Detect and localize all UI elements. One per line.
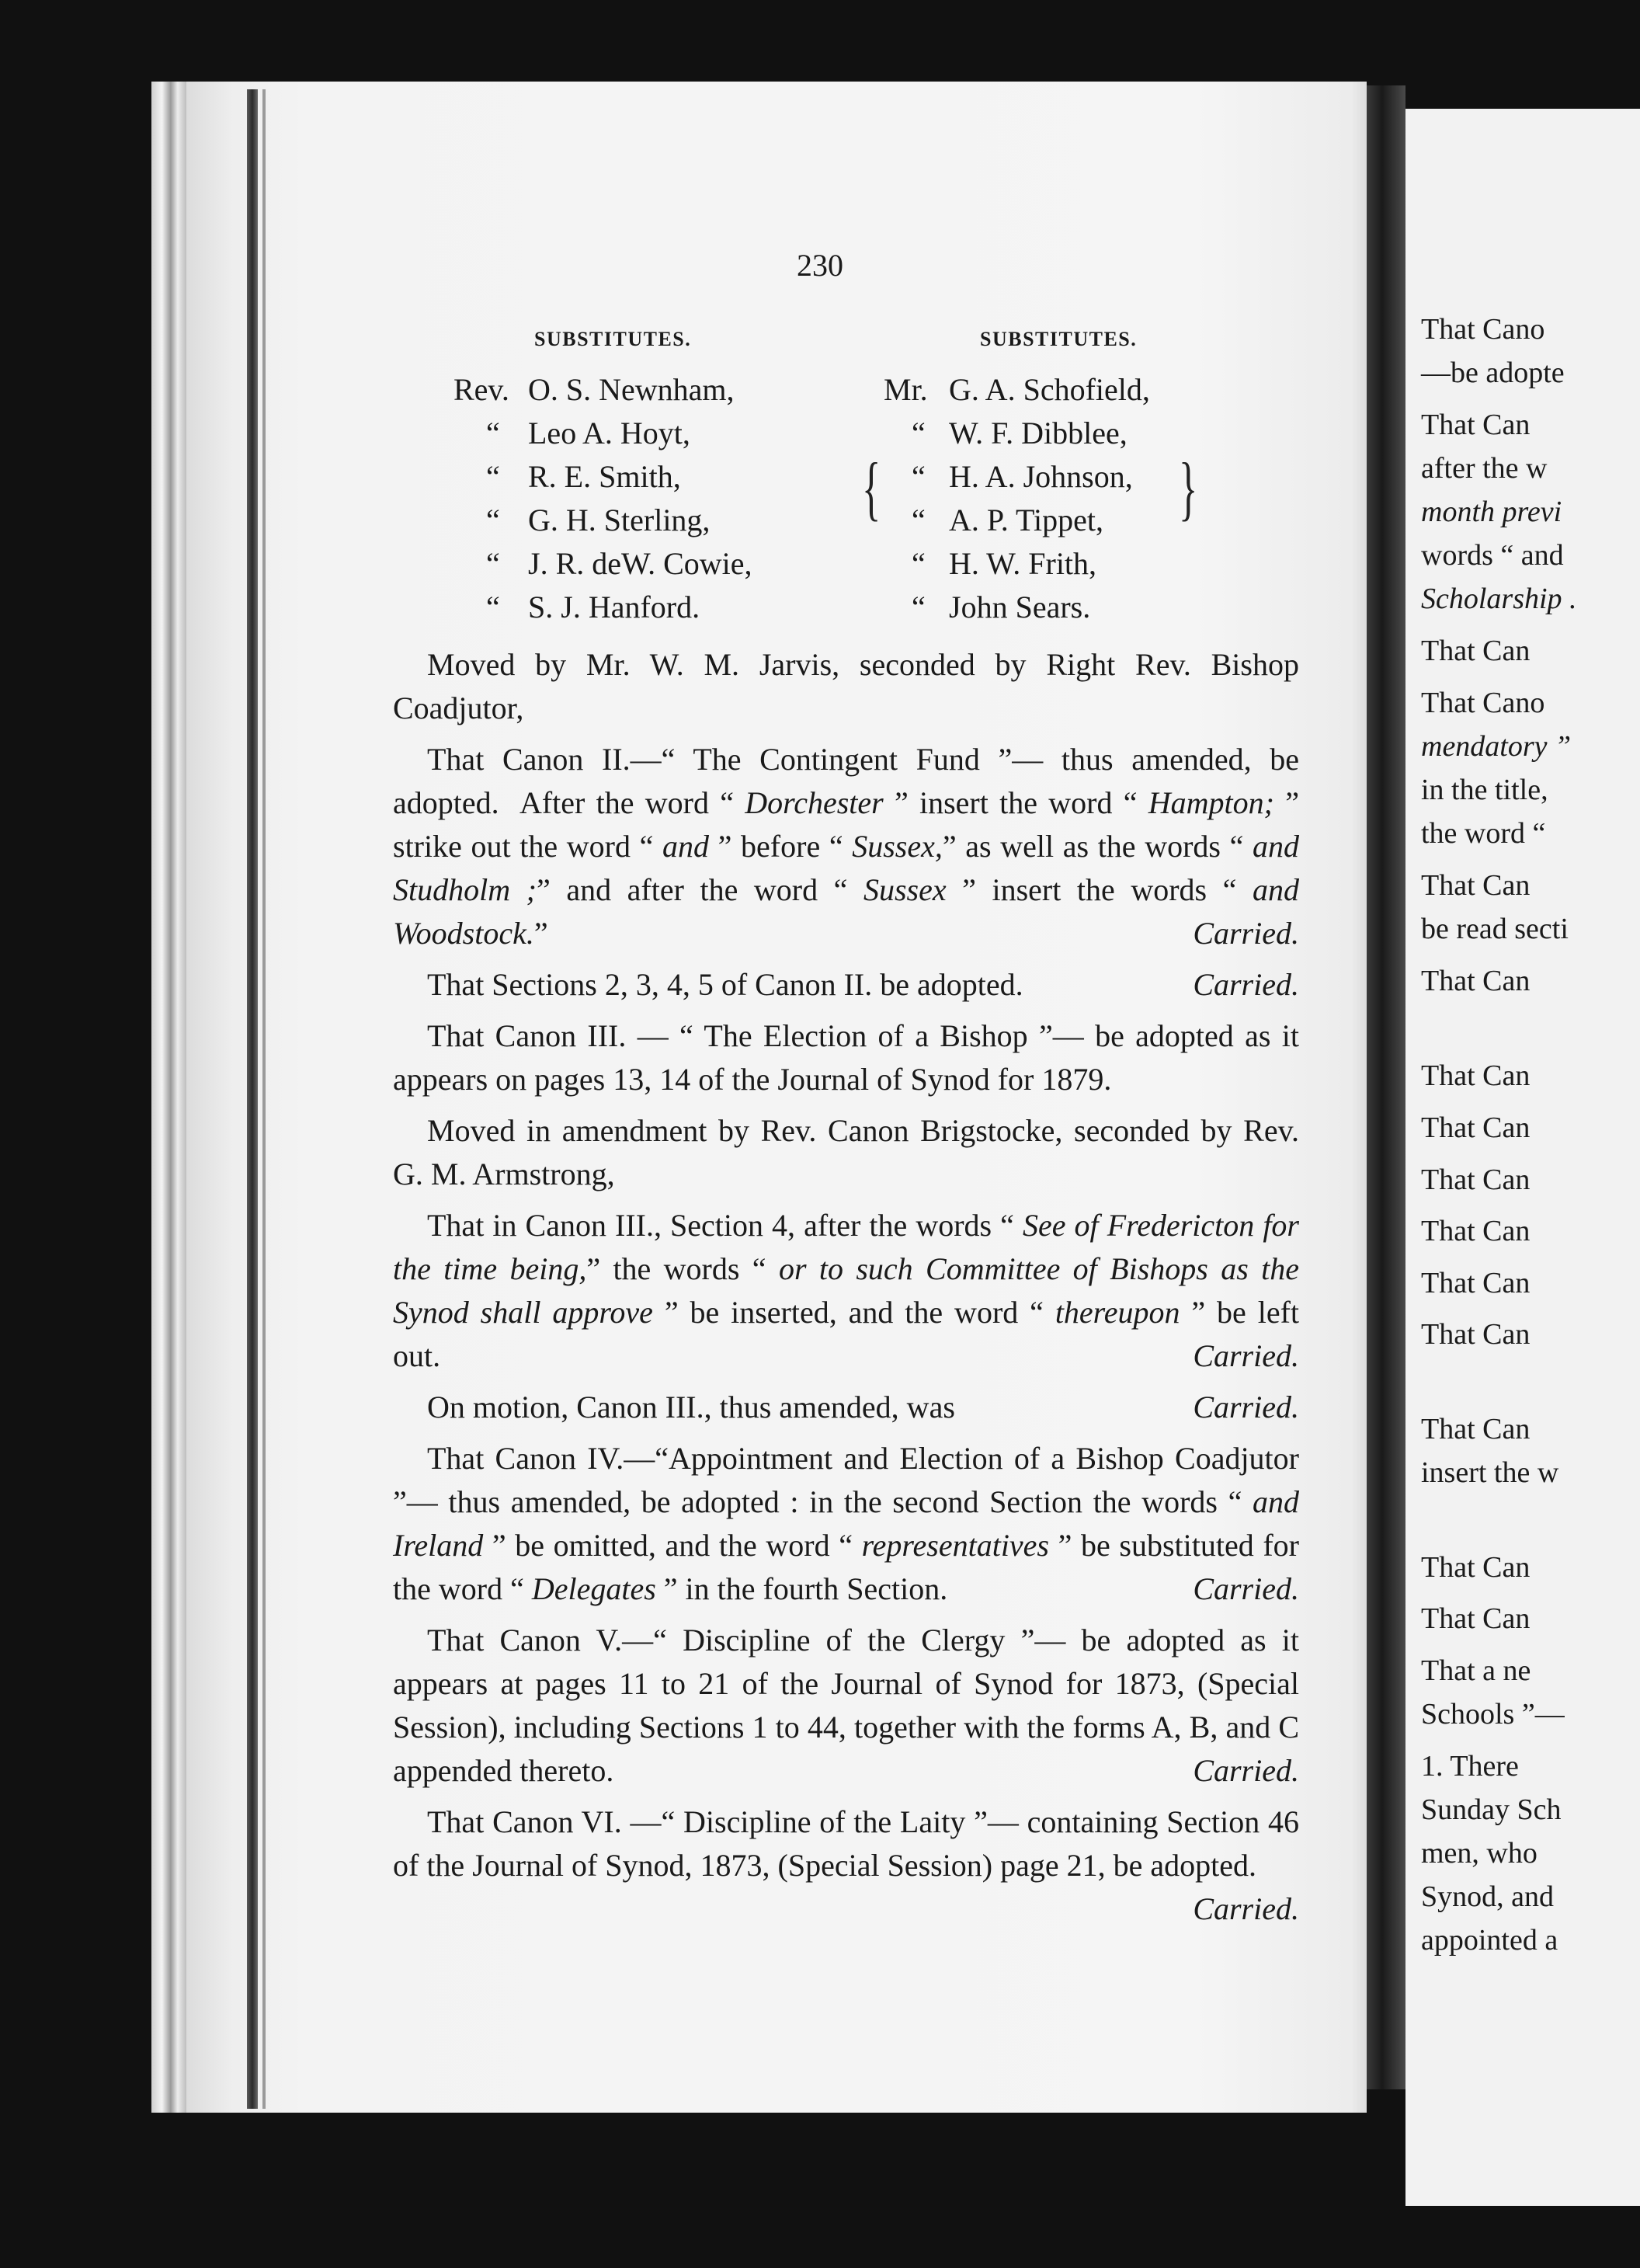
facing-line: mendatory ” — [1421, 730, 1572, 763]
paragraph-text: That in Canon III., Section 4, after the words “ See of Fredericton for the time being,” the words “ or to such Committee of Bishops as the Synod shall approve ” be inserted, and the word “ thereupon ” be left out. — [393, 1208, 1300, 1373]
ditto-mark: “ — [486, 590, 500, 624]
ditto-mark: “ — [912, 416, 926, 450]
name: S. J. Hanford. — [528, 590, 700, 624]
facing-line: That Can — [1421, 1215, 1531, 1247]
name: John Sears. — [949, 590, 1091, 624]
binding-line — [247, 89, 258, 2109]
paragraph-text: That Canon VI. —“ Discipline of the Laity ”— containing Section 46 of the Journal of Synod, 1873, (Special Session) page 21, be adopted. — [393, 1804, 1299, 1883]
facing-line: That Can — [1421, 1164, 1531, 1196]
prefix: Rev. — [453, 372, 509, 407]
paragraph-text: Moved by Mr. W. M. Jarvis, seconded by Right Rev. Bishop Coadjutor, — [393, 647, 1299, 725]
paragraph-text: Moved in amendment by Rev. Canon Brigstocke, seconded by Rev. G. M. Armstrong, — [393, 1113, 1299, 1191]
facing-line: after the w — [1421, 452, 1548, 485]
facing-line: That Can — [1421, 1059, 1531, 1092]
result-label: Carried. — [1193, 916, 1299, 951]
ditto-mark: “ — [486, 416, 500, 450]
facing-line: 1. There — [1421, 1750, 1519, 1783]
facing-line: insert the w — [1421, 1456, 1559, 1489]
name: O. S. Newnham, — [528, 372, 735, 407]
name: G. A. Schofield, — [949, 372, 1150, 407]
paragraph — [393, 1109, 1299, 1196]
paragraph — [393, 1800, 1299, 1931]
facing-line: That Can — [1421, 635, 1531, 667]
facing-line: That Can — [1421, 1267, 1531, 1299]
left-brace-icon: { — [861, 448, 881, 527]
facing-line: That Can — [1421, 869, 1531, 902]
facing-line: words “ and — [1421, 539, 1564, 572]
facing-line: Scholarship . — [1421, 583, 1577, 615]
facing-line: be read secti — [1421, 913, 1569, 945]
facing-line: men, who — [1421, 1837, 1538, 1870]
facing-line: That a ne — [1421, 1654, 1531, 1687]
facing-page — [1405, 109, 1640, 2206]
paragraph-text: That Canon III. — “ The Election of a Bishop ”— be adopted as it appears on pages 13, 14 of the Journal of Synod for 1879. — [393, 1018, 1299, 1097]
facing-line: —be adopte — [1421, 357, 1565, 389]
facing-line: That Can — [1421, 1413, 1531, 1445]
name: G. H. Sterling, — [528, 503, 711, 537]
ditto-mark: “ — [486, 546, 500, 581]
result-label: Carried. — [1193, 1390, 1299, 1424]
ditto-mark: “ — [912, 459, 926, 494]
result-label: Carried. — [1193, 967, 1299, 1002]
facing-line: the word “ — [1421, 817, 1546, 850]
paragraph-text: That Canon II.—“ The Contingent Fund ”— thus amended, be adopted. After the word “ Dorchester ” insert the word “ Hampton; ” strike out the word “ and ” before “ Sussex,” as well as the words “ and Studholm ;” and after the word “ Sussex ” insert the words “ and Woodstock.” — [393, 742, 1300, 951]
prefix: Mr. — [884, 372, 928, 407]
facing-line: That Can — [1421, 1111, 1531, 1144]
facing-line: Schools ”— — [1421, 1698, 1565, 1731]
paragraph — [393, 1437, 1299, 1611]
right-column-heading: SUBSTITUTES. — [980, 328, 1138, 350]
paragraph — [393, 1619, 1299, 1793]
left-column-heading: SUBSTITUTES. — [534, 328, 692, 350]
name: H. W. Frith, — [949, 546, 1097, 581]
facing-line: appointed a — [1421, 1924, 1558, 1957]
result-label: Carried. — [1193, 1891, 1299, 1926]
paragraph-text: That Canon IV.—“Appointment and Election of a Bishop Coadjutor ”— thus amended, be adopted : in the second Section the words “ and Ireland ” be omitted, and the word “ representatives ” be substituted for the word “ Delegates ” in the fourth Section. — [393, 1441, 1299, 1606]
result-label: Carried. — [1193, 1753, 1299, 1788]
facing-line: That Cano — [1421, 313, 1545, 346]
minutes-body — [393, 643, 1299, 1939]
name: R. E. Smith, — [528, 459, 681, 494]
ditto-mark: “ — [912, 590, 926, 624]
result-label: Carried. — [1193, 1571, 1299, 1606]
facing-line: Sunday Sch — [1421, 1793, 1562, 1826]
right-substitutes-column — [884, 328, 1272, 638]
name: J. R. deW. Cowie, — [528, 546, 752, 581]
paragraph-text: On motion, Canon III., thus amended, was — [427, 1390, 955, 1424]
paragraph — [393, 643, 1299, 730]
facing-line: That Can — [1421, 1551, 1531, 1584]
facing-line: Synod, and — [1421, 1880, 1554, 1913]
ditto-mark: “ — [912, 503, 926, 537]
paragraph — [393, 963, 1299, 1007]
page-number: 230 — [797, 248, 843, 283]
paragraph-text: That Sections 2, 3, 4, 5 of Canon II. be adopted. — [427, 967, 1023, 1002]
ditto-mark: “ — [486, 459, 500, 494]
paragraph — [393, 1386, 1299, 1429]
name: A. P. Tippet, — [949, 503, 1103, 537]
ditto-mark: “ — [486, 503, 500, 537]
facing-line: That Can — [1421, 1318, 1531, 1351]
paragraph — [393, 738, 1299, 955]
book-edge — [151, 82, 186, 2113]
name: H. A. Johnson, — [949, 459, 1133, 494]
paragraph — [393, 1204, 1299, 1378]
ditto-mark: “ — [912, 546, 926, 581]
facing-line: in the title, — [1421, 774, 1548, 806]
facing-line: month previ — [1421, 496, 1562, 528]
gutter-shadow — [1367, 85, 1405, 2089]
name: Leo A. Hoyt, — [528, 416, 690, 450]
right-brace-icon: } — [1178, 448, 1198, 527]
name: W. F. Dibblee, — [949, 416, 1128, 450]
binding-line-inner — [262, 89, 266, 2109]
result-label: Carried. — [1193, 1338, 1299, 1373]
left-substitutes-column — [453, 328, 818, 638]
paragraph — [393, 1014, 1299, 1101]
paragraph-text: That Canon V.—“ Discipline of the Clergy ”— be adopted as it appears at pages 11 to 21 of the Journal of Synod for 1873, (Special Session), including Sections 1 to 44, together with the forms A, B, and C appended thereto. — [393, 1623, 1299, 1788]
facing-line: That Can — [1421, 965, 1531, 997]
facing-line: That Cano — [1421, 687, 1545, 719]
facing-line: That Can — [1421, 409, 1531, 441]
facing-line: That Can — [1421, 1602, 1531, 1635]
